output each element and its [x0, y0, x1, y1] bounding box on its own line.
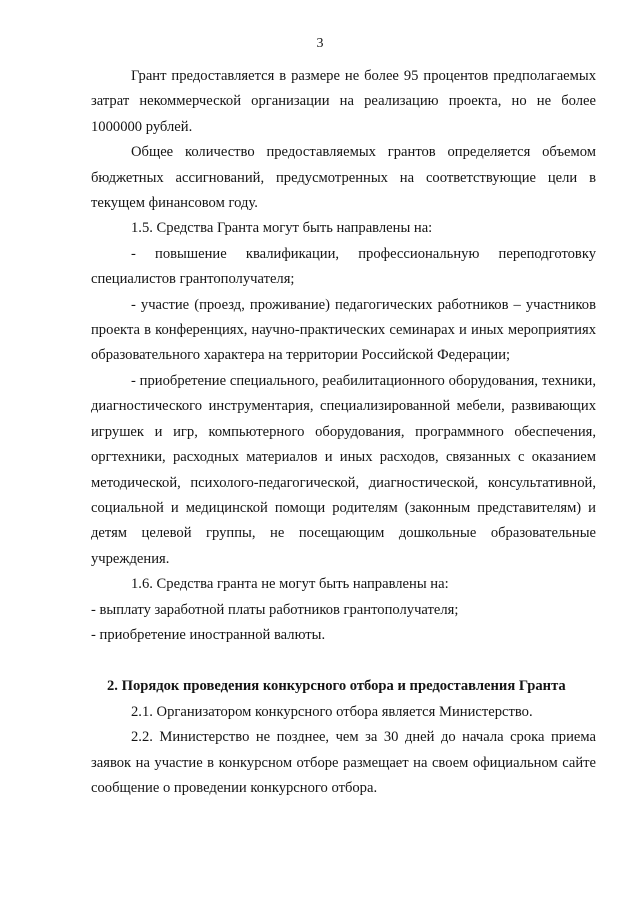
- paragraph-grant-count: Общее количество предоставляемых грантов определяется объемом бюджетных ассигнований, предусмотренных на соответствующие цели в текущем финансовом году.: [91, 144, 596, 212]
- document-body: [91, 64, 596, 801]
- paragraph-1-5: 1.5. Средства Гранта могут быть направлены на:: [131, 220, 433, 237]
- paragraph-item-acquisition: - приобретение специального, реабилитационного оборудования, техники, диагностического инструментария, специализированной мебели, развивающих игрушек и игр, компьютерного оборудования, программного обеспечения, оргтехники, расходных материалов и иных расходов, связанных с оказанием методической, психолого-педагогической, диагностической, консультативной, социальной и медицинской помощи родителям (законным представителям) и детям целевой группы, не посещающим дошкольные образовательные учреждения.: [91, 372, 596, 567]
- paragraph-item-qualification: - повышение квалификации, профессиональную переподготовку специалистов грантополучателя;: [91, 245, 596, 288]
- paragraph-1-6: 1.6. Средства гранта не могут быть направлены на:: [131, 576, 449, 593]
- paragraph-item-participation: - участие (проезд, проживание) педагогических работников – участников проекта в конференциях, научно-практических семинарах и иных мероприятиях образовательного характера на территории Российской Федерации;: [91, 296, 596, 364]
- section-spacer: [91, 648, 596, 674]
- paragraph-2-1: 2.1. Организатором конкурсного отбора является Министерство.: [131, 703, 533, 720]
- section-heading: 2. Порядок проведения конкурсного отбора и предоставления Гранта: [107, 678, 566, 695]
- list-item-salary: - выплату заработной платы работников грантополучателя;: [91, 601, 459, 618]
- paragraph-2-2: 2.2. Министерство не позднее, чем за 30 дней до начала срока приема заявок на участие в конкурсном отборе размещает на своем официальном сайте сообщение о проведении конкурсного отбора.: [91, 729, 596, 796]
- list-item-currency: - приобретение иностранной валюты.: [91, 626, 326, 643]
- page-number: 3: [316, 36, 324, 51]
- paragraph-grant-amount: Грант предоставляется в размере не более 95 процентов предполагаемых затрат некоммерческой организации на реализацию проекта, но не более 1000000 рублей.: [91, 68, 596, 135]
